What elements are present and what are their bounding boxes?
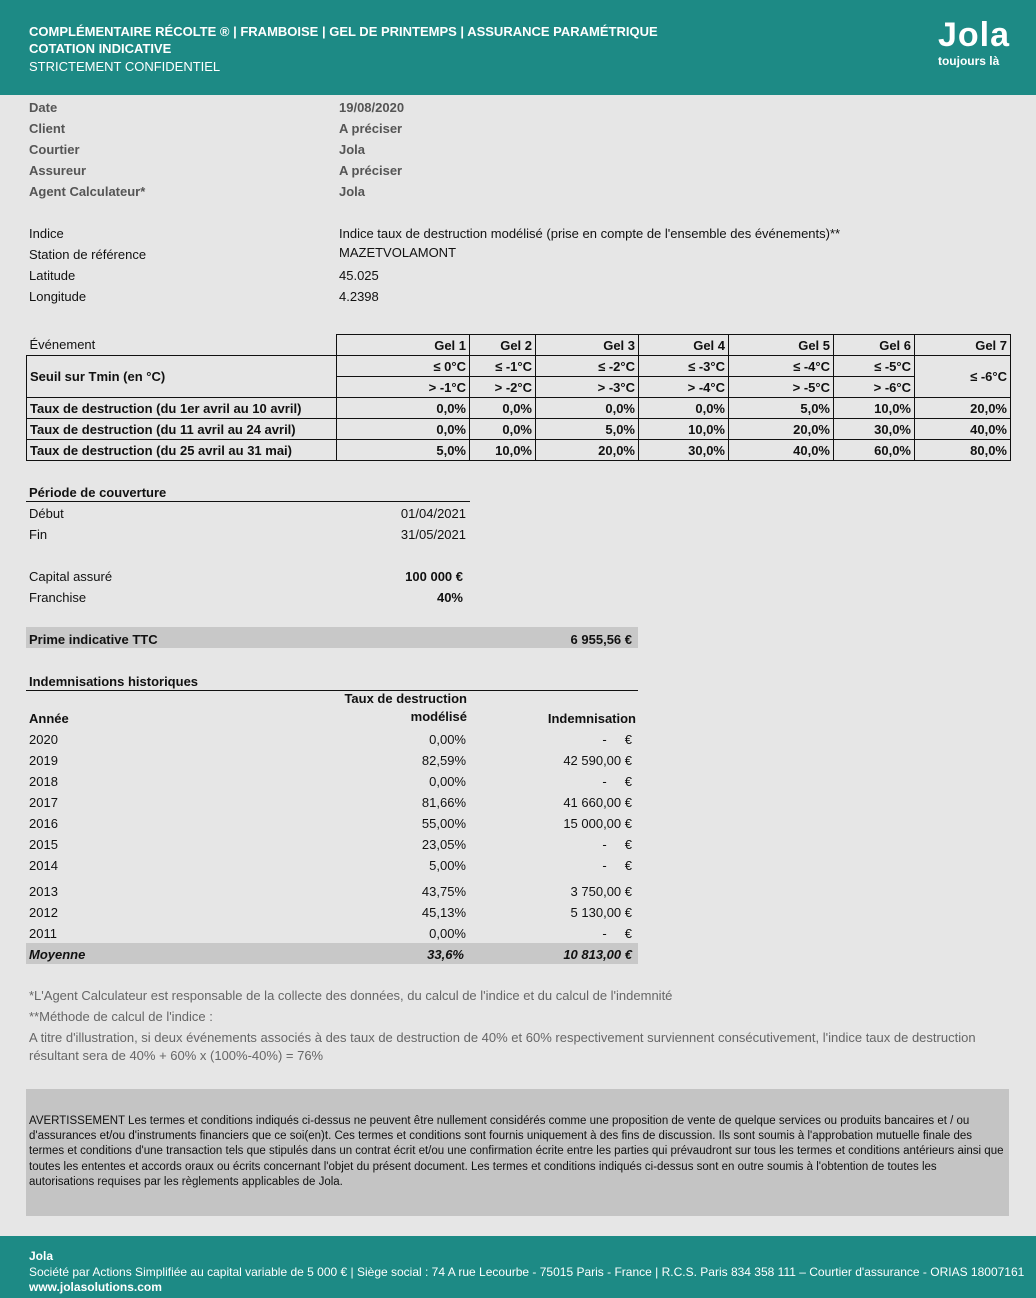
destruction-row [27,419,1011,440]
rate-header-line1: Taux de destruction [344,691,467,706]
capital-label: Capital assuré [29,569,113,584]
destruction-rate: 30,0% [639,440,729,461]
destruction-rate: 0,0% [337,398,470,419]
history-year: 2012 [29,905,58,920]
threshold-lower: > -3°C [536,377,639,398]
destruction-rate: 20,0% [536,440,639,461]
threshold-label: Seuil sur Tmin (en °C) [27,356,337,398]
destruction-rate: 20,0% [915,398,1011,419]
history-year: 2020 [29,732,58,747]
station-label: Station de référence [29,247,147,262]
destruction-period-label: Taux de destruction (du 1er avril au 10 avril) [27,398,337,419]
history-indemnity: - € [602,926,632,941]
destruction-rate: 30,0% [834,419,915,440]
event-name: Gel 6 [834,335,915,356]
destruction-row [27,440,1011,461]
destruction-rate: 5,0% [337,440,470,461]
longitude-value: 4.2398 [339,289,379,304]
header-banner [0,0,1036,95]
event-name: Gel 7 [915,335,1011,356]
history-indemnity: 5 130,00 € [570,905,632,920]
event-table [26,334,1011,461]
destruction-rate: 5,0% [536,419,639,440]
history-indemnity: - € [602,837,632,852]
destruction-rate: 0,0% [536,398,639,419]
rate-header-line2: modélisé [410,709,467,724]
end-label: Fin [29,527,48,542]
history-year: 2013 [29,884,58,899]
info-label: Assureur [29,163,87,178]
longitude-label: Longitude [29,289,87,304]
event-name: Gel 3 [536,335,639,356]
history-rate: 0,00% [429,774,466,789]
history-rate: 0,00% [429,732,466,747]
history-year: 2015 [29,837,58,852]
threshold-upper: ≤ -6°C [915,356,1011,398]
footer-website-link[interactable]: www.jolasolutions.com [29,1280,162,1294]
threshold-lower: > -1°C [337,377,470,398]
event-header-row [27,335,1011,356]
history-indemnity: - € [602,858,632,873]
history-indemnity: - € [602,732,632,747]
history-rate: 55,00% [421,816,466,831]
disclaimer-text: AVERTISSEMENT Les termes et conditions indiqués ci-dessus ne peuvent être nullement considérés comme une proposition de vente de quelque services ou produits bancaires et / ou d'assurances et/ou d'instruments financiers que ce soi(en)t. Ces termes et conditions sont fournis uniquement à des fins de discussion. Ils sont soumis à l'approbation mutuelle finale des termes et conditions d'une transaction tels que stipulés dans un contrat écrit et/ou une confirmation écrite entre les parties qui prévaudront sur tous les termes et conditions antérieurs ainsi que toutes les ententes et accords oraux ou écrits concernant l'objet du présent document. Les termes et conditions indiqués ci-dessus sont en outre soumis à l'obtention de toutes les autorisations requises par les règlements applicables de Jola. [29,1115,1004,1188]
coverage-divider [26,501,470,502]
destruction-rate: 40,0% [729,440,834,461]
history-rate: 5,00% [429,858,466,873]
history-year: 2018 [29,774,58,789]
document-title: COMPLÉMENTAIRE RÉCOLTE ® | FRAMBOISE | GEL DE PRINTEMPS | ASSURANCE PARAMÉTRIQUE [29,24,658,39]
history-year: 2014 [29,858,58,873]
jola-logo [938,18,1010,68]
threshold-upper: ≤ -2°C [536,356,639,377]
destruction-rate: 0,0% [470,398,536,419]
info-value: A préciser [339,163,403,178]
destruction-period-label: Taux de destruction (du 25 avril au 31 mai) [27,440,337,461]
index-value: Indice taux de destruction modélisé (prise en compte de l'ensemble des événements)** [339,226,841,241]
indemnity-header: Indemnisation [547,711,636,726]
history-rate: 82,59% [421,753,466,768]
destruction-rate: 5,0% [729,398,834,419]
info-label: Courtier [29,142,80,157]
info-value: 19/08/2020 [339,100,405,115]
history-rate: 45,13% [421,905,466,920]
history-year: 2011 [29,926,57,941]
footnote-method: **Méthode de calcul de l'indice : [29,1009,213,1024]
history-title: Indemnisations historiques [29,674,199,689]
footnote-agent: *L'Agent Calculateur est responsable de la collecte des données, du calcul de l'indice et du calcul de l'indemnité [29,988,673,1003]
threshold-lower: > -5°C [729,377,834,398]
info-value: A préciser [339,121,403,136]
destruction-rate: 0,0% [470,419,536,440]
threshold-lower: > -2°C [470,377,536,398]
history-year: 2019 [29,753,58,768]
destruction-row [27,398,1011,419]
threshold-upper: ≤ 0°C [337,356,470,377]
threshold-upper: ≤ -5°C [834,356,915,377]
destruction-rate: 10,0% [470,440,536,461]
mean-indemnity: 10 813,00 € [563,947,632,962]
logo-tagline: toujours là [937,54,1000,68]
premium-value: 6 955,56 € [570,632,632,647]
destruction-rate: 0,0% [337,419,470,440]
index-label: Indice [29,226,64,241]
history-rate: 81,66% [421,795,466,810]
history-indemnity: 15 000,00 € [563,816,632,831]
info-label: Client [29,121,66,136]
destruction-rate: 0,0% [639,398,729,419]
year-header: Année [29,711,69,726]
event-name: Gel 4 [639,335,729,356]
info-label: Date [29,100,58,115]
document-subtitle: COTATION INDICATIVE [29,41,172,56]
premium-label: Prime indicative TTC [29,632,158,647]
disclaimer-box [26,1089,1009,1216]
threshold-upper: ≤ -4°C [729,356,834,377]
mean-label: Moyenne [29,947,86,962]
history-year: 2017 [29,795,58,810]
history-indemnity: - € [602,774,632,789]
footer-company: Jola [29,1249,54,1263]
threshold-lower: > -4°C [639,377,729,398]
threshold-upper: ≤ -3°C [639,356,729,377]
franchise-label: Franchise [29,590,87,605]
start-date: 01/04/2021 [400,506,466,521]
logo-name: Jola [937,16,1010,54]
history-indemnity: 3 750,00 € [570,884,632,899]
history-year: 2016 [29,816,58,831]
event-name: Gel 5 [729,335,834,356]
start-label: Début [29,506,64,521]
event-name: Gel 1 [337,335,470,356]
latitude-value: 45.025 [339,268,379,283]
confidentiality-label: STRICTEMENT CONFIDENTIEL [29,59,221,74]
destruction-period-label: Taux de destruction (du 11 avril au 24 avril) [27,419,337,440]
destruction-rate: 60,0% [834,440,915,461]
destruction-rate: 10,0% [834,398,915,419]
destruction-rate: 10,0% [639,419,729,440]
threshold-upper-row [27,356,1011,377]
history-rate: 23,05% [421,837,466,852]
history-rate: 43,75% [421,884,466,899]
event-name: Gel 2 [470,335,536,356]
threshold-upper: ≤ -1°C [470,356,536,377]
history-indemnity: 41 660,00 € [563,795,632,810]
destruction-rate: 40,0% [915,419,1011,440]
threshold-lower: > -6°C [834,377,915,398]
mean-rate: 33,6% [427,947,464,962]
method-example-line1: A titre d'illustration, si deux événements associés à des taux de destruction de 40% et 60% respectivement surviennent consécutivement, l'indice taux de destruction [29,1030,976,1045]
franchise-value: 40% [436,590,463,605]
event-header-label: Événement [27,335,337,356]
station-value: MAZETVOLAMONT [339,245,457,260]
footer-banner [0,1236,1036,1298]
method-example-line2: résultant sera de 40% + 60% x (100%-40%) = 76% [29,1048,324,1063]
footer-legal: Société par Actions Simplifiée au capital variable de 5 000 € | Siège social : 74 A rue Lecourbe - 75015 Paris - France | R.C.S. Paris 834 358 111 – Courtier d'assurance - ORIAS 18007161 [29,1265,1025,1279]
end-date: 31/05/2021 [400,527,466,542]
capital-value: 100 000 € [405,569,463,584]
latitude-label: Latitude [29,268,76,283]
destruction-rate: 80,0% [915,440,1011,461]
destruction-rate: 20,0% [729,419,834,440]
history-indemnity: 42 590,00 € [563,753,632,768]
coverage-title: Période de couverture [29,485,167,500]
info-value: Jola [339,184,366,199]
info-value: Jola [339,142,366,157]
history-rate: 0,00% [429,926,466,941]
info-label: Agent Calculateur* [29,184,146,199]
